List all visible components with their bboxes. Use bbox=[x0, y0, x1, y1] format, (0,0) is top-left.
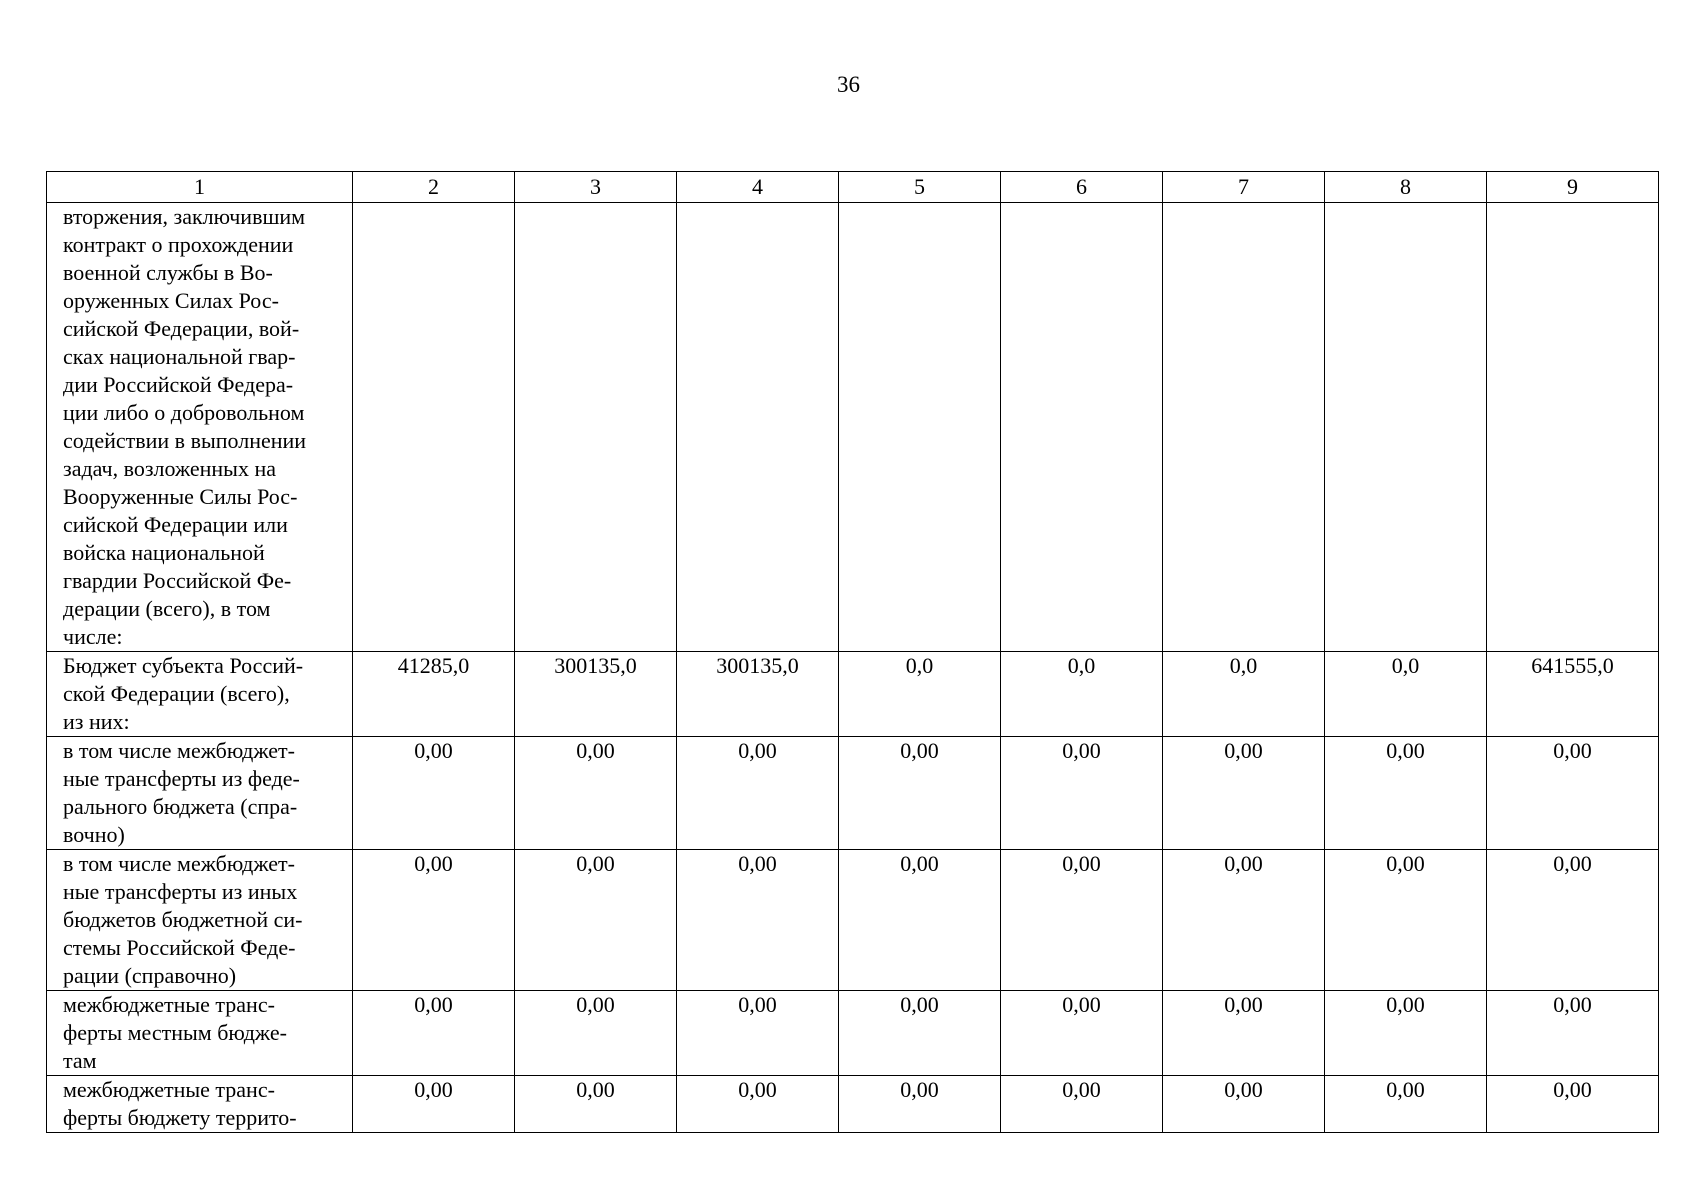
value-cell bbox=[515, 203, 677, 652]
column-header: 8 bbox=[1325, 172, 1487, 203]
row-label-line: стемы Российской Феде- bbox=[63, 935, 296, 960]
value-cell: 0,0 bbox=[1325, 652, 1487, 737]
value-cell: 0,00 bbox=[1001, 1076, 1163, 1133]
value-cell: 0,00 bbox=[839, 1076, 1001, 1133]
value-cell: 0,00 bbox=[1163, 737, 1325, 850]
column-header: 3 bbox=[515, 172, 677, 203]
column-header: 9 bbox=[1487, 172, 1659, 203]
value-cell: 0,00 bbox=[677, 991, 839, 1076]
row-label-line: гвардии Российской Фе- bbox=[63, 568, 292, 593]
value-cell: 0,00 bbox=[677, 737, 839, 850]
row-label-line: ные трансферты из феде- bbox=[63, 766, 300, 791]
row-label-line: военной службы в Во- bbox=[63, 260, 273, 285]
table-body bbox=[47, 203, 1659, 1133]
value-cell: 0,00 bbox=[1001, 737, 1163, 850]
row-label-line: ской Федерации (всего), bbox=[63, 681, 290, 706]
value-cell bbox=[1001, 203, 1163, 652]
value-cell: 0,00 bbox=[1163, 850, 1325, 991]
row-label-cell bbox=[47, 737, 353, 850]
column-number-header-row bbox=[47, 172, 1659, 203]
value-cell: 0,00 bbox=[677, 1076, 839, 1133]
value-cell: 0,00 bbox=[1325, 850, 1487, 991]
column-header: 7 bbox=[1163, 172, 1325, 203]
value-cell: 0,00 bbox=[515, 991, 677, 1076]
row-label-line: из них: bbox=[63, 709, 130, 734]
row-label-cell bbox=[47, 850, 353, 991]
row-label-cell bbox=[47, 203, 353, 652]
row-label-line: войска национальной bbox=[63, 540, 265, 565]
column-header: 6 bbox=[1001, 172, 1163, 203]
value-cell: 0,00 bbox=[353, 737, 515, 850]
value-cell bbox=[1325, 203, 1487, 652]
table-row bbox=[47, 850, 1659, 991]
row-label-line: числе: bbox=[63, 624, 123, 649]
value-cell: 0,00 bbox=[1325, 1076, 1487, 1133]
row-label-line: дии Российской Федера- bbox=[63, 372, 294, 397]
value-cell: 0,00 bbox=[1163, 991, 1325, 1076]
value-cell bbox=[677, 203, 839, 652]
row-label-line: контракт о прохождении bbox=[63, 232, 294, 257]
value-cell bbox=[353, 203, 515, 652]
row-label-line: рального бюджета (спра- bbox=[63, 794, 298, 819]
value-cell: 0,00 bbox=[1001, 991, 1163, 1076]
row-label-line: межбюджетные транс- bbox=[63, 992, 275, 1017]
row-label-cell bbox=[47, 991, 353, 1076]
row-label-line: ные трансферты из иных bbox=[63, 879, 298, 904]
value-cell: 0,00 bbox=[1163, 1076, 1325, 1133]
column-header: 5 bbox=[839, 172, 1001, 203]
row-label-line: ции либо о добровольном bbox=[63, 400, 305, 425]
column-header: 4 bbox=[677, 172, 839, 203]
value-cell: 641555,0 bbox=[1487, 652, 1659, 737]
table-row bbox=[47, 737, 1659, 850]
value-cell: 0,00 bbox=[839, 991, 1001, 1076]
table-row bbox=[47, 1076, 1659, 1133]
value-cell: 0,00 bbox=[515, 850, 677, 991]
row-label-line: дерации (всего), в том bbox=[63, 596, 271, 621]
budget-table bbox=[46, 171, 1659, 1133]
row-label-line: ферты местным бюдже- bbox=[63, 1020, 287, 1045]
value-cell: 0,00 bbox=[515, 737, 677, 850]
value-cell: 0,00 bbox=[353, 1076, 515, 1133]
row-label-line: в том числе межбюджет- bbox=[63, 738, 295, 763]
row-label-line: сийской Федерации или bbox=[63, 512, 288, 537]
row-label-line: Вооруженные Силы Рос- bbox=[63, 484, 298, 509]
table-row bbox=[47, 203, 1659, 652]
value-cell: 0,00 bbox=[839, 850, 1001, 991]
row-label-line: оруженных Силах Рос- bbox=[63, 288, 279, 313]
table-row bbox=[47, 652, 1659, 737]
value-cell: 0,00 bbox=[353, 850, 515, 991]
row-label-line: в том числе межбюджет- bbox=[63, 851, 295, 876]
column-header: 2 bbox=[353, 172, 515, 203]
value-cell: 0,00 bbox=[1487, 991, 1659, 1076]
value-cell: 0,00 bbox=[1325, 737, 1487, 850]
page-number: 36 bbox=[837, 72, 860, 97]
value-cell: 0,00 bbox=[353, 991, 515, 1076]
row-label-line: ферты бюджету террито- bbox=[63, 1105, 297, 1130]
row-label-line: бюджетов бюджетной си- bbox=[63, 907, 303, 932]
row-label-line: сийской Федерации, вой- bbox=[63, 316, 300, 341]
row-label-line: вочно) bbox=[63, 822, 125, 847]
value-cell: 0,00 bbox=[839, 737, 1001, 850]
table-row bbox=[47, 991, 1659, 1076]
value-cell: 0,00 bbox=[515, 1076, 677, 1133]
row-label-line: сках национальной гвар- bbox=[63, 344, 296, 369]
value-cell: 0,00 bbox=[1487, 737, 1659, 850]
value-cell: 300135,0 bbox=[515, 652, 677, 737]
row-label-cell bbox=[47, 1076, 353, 1133]
value-cell: 0,0 bbox=[839, 652, 1001, 737]
value-cell: 0,00 bbox=[1325, 991, 1487, 1076]
row-label-line: там bbox=[63, 1048, 97, 1073]
value-cell: 41285,0 bbox=[353, 652, 515, 737]
row-label-line: межбюджетные транс- bbox=[63, 1077, 275, 1102]
value-cell: 300135,0 bbox=[677, 652, 839, 737]
value-cell bbox=[1163, 203, 1325, 652]
row-label-line: Бюджет субъекта Россий- bbox=[63, 653, 304, 678]
row-label-cell bbox=[47, 652, 353, 737]
column-header: 1 bbox=[47, 172, 353, 203]
row-label-line: задач, возложенных на bbox=[63, 456, 276, 481]
value-cell: 0,0 bbox=[1163, 652, 1325, 737]
value-cell: 0,00 bbox=[677, 850, 839, 991]
value-cell: 0,00 bbox=[1487, 1076, 1659, 1133]
value-cell bbox=[1487, 203, 1659, 652]
value-cell: 0,00 bbox=[1001, 850, 1163, 991]
row-label-line: содействии в выполнении bbox=[63, 428, 307, 453]
row-label-line: рации (справочно) bbox=[63, 963, 237, 988]
value-cell: 0,00 bbox=[1487, 850, 1659, 991]
row-label-line: вторжения, заключившим bbox=[63, 204, 306, 229]
value-cell bbox=[839, 203, 1001, 652]
value-cell: 0,0 bbox=[1001, 652, 1163, 737]
